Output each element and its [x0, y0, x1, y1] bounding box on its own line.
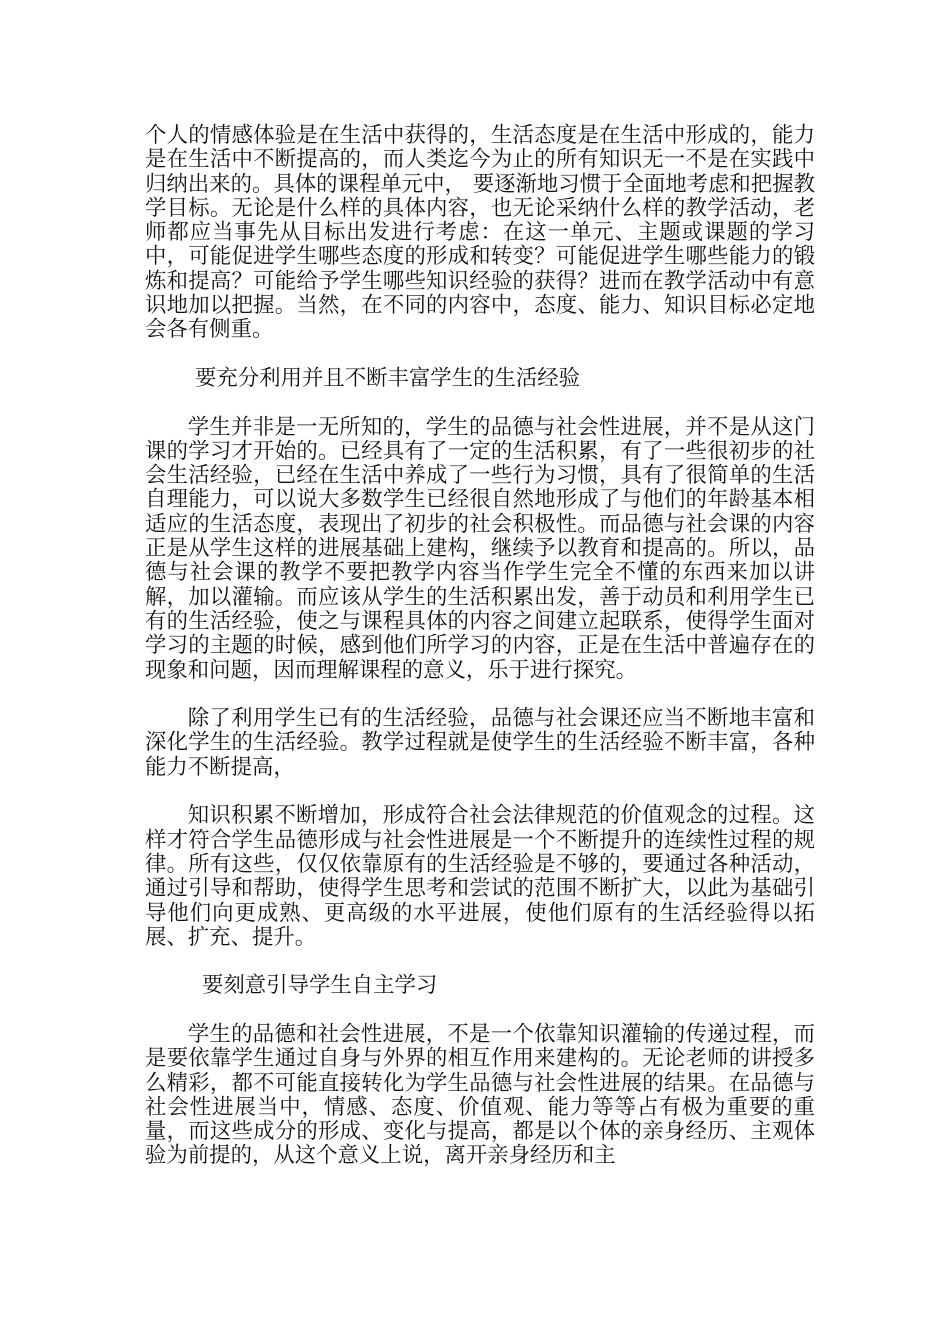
paragraph-gap — [145, 780, 815, 804]
paragraph-gap — [145, 683, 815, 707]
body-paragraph-3: 除了利用学生已有的生活经验，品德与社会课还应当不断地丰富和深化学生的生活经验。教学过程就是使学生的生活经验不断丰富，各种能力不断提高， — [145, 706, 815, 780]
section-heading-life-experience: 要充分利用并且不断丰富学生的生活经验 — [195, 365, 581, 391]
paragraph-gap — [145, 950, 815, 974]
paragraph-gap — [145, 391, 815, 415]
paragraph-gap — [145, 343, 815, 367]
body-paragraph-4: 知识积累不断增加，形成符合社会法律规范的价值观念的过程。这样才符合学生品德形成与社会性进展是一个不断提升的连续性过程的规律。所有这些，仅仅依靠原有的生活经验是不够的，要通过各种活动，通过引导和帮助，使得学生思考和尝试的范围不断扩大，以此为基础引导他们向更成熟、更高级的水平进展，使他们原有的生活经验得以拓展、扩充、提升。 — [145, 803, 815, 950]
document-page — [145, 124, 815, 1169]
body-paragraph-1: 个人的情感体验是在生活中获得的，生活态度是在生活中形成的，能力是在生活中不断提高的，而人类迄今为止的所有知识无一不是在实践中归纳出来的。具体的课程单元中， 要逐渐地习惯于全面地考虑和把握教学目标。无论是什么样的具体内容，也无论采纳什么样的教学活动，老师都应当事先从目标出发进行考虑：在这一单元、主题或课题的学习中，可能促进学生哪些态度的形成和转变？可能促进学生哪些能力的锻炼和提高？可能给予学生哪些知识经验的获得？进而在教学活动中有意识地加以把握。当然，在不同的内容中，态度、能力、知识目标必定地会各有侧重。 — [145, 123, 815, 343]
body-paragraph-2: 学生并非是一无所知的，学生的品德与社会性进展，并不是从这门课的学习才开始的。已经具有了一定的生活积累，有了一些很初步的社会生活经验，已经在生活中养成了一些行为习惯，具有了很简单的生活自理能力，可以说大多数学生已经很自然地形成了与他们的年龄基本相适应的生活态度，表现出了初步的社会积极性。而品德与社会课的内容正是从学生这样的进展基础上建构，继续予以教育和提高的。所以，品德与社会课的教学不要把教学内容当作学生完全不懂的东西来加以讲解，加以灌输。而应该从学生的生活积累出发，善于动员和利用学生已有的生活经验，使之与课程具体的内容之间建立起联系，使得学生面对学习的主题的时候，感到他们所学习的内容，正是在生活中普遍存在的现象和问题，因而理解课程的意义，乐于进行探究。 — [145, 414, 815, 683]
body-paragraph-5: 学生的品德和社会性进展，不是一个依靠知识灌输的传递过程，而是要依靠学生通过自身与外界的相互作用来建构的。无论老师的讲授多么精彩，都不可能直接转化为学生品德与社会性进展的结果。在品德与社会性进展当中，情感、态度、价值观、能力等等占有极为重要的重量，而这些成分的形成、变化与提高，都是以个体的亲身经历、主观体验为前提的，从这个意义上说，离开亲身经历和主 — [145, 1021, 815, 1169]
paragraph-gap — [145, 999, 815, 1023]
section-heading-self-study: 要刻意引导学生自主学习 — [202, 973, 438, 999]
